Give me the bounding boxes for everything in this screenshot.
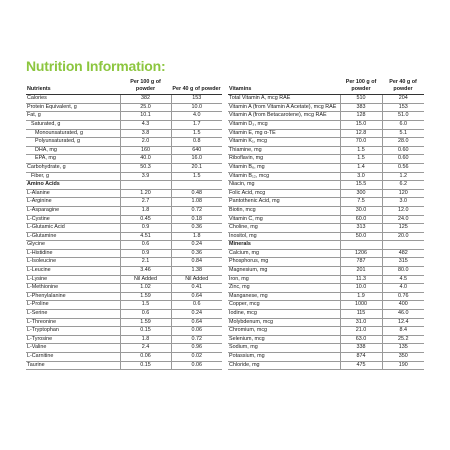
table-row <box>26 241 222 250</box>
per-40g-value: 0.06 <box>171 361 222 370</box>
per-40g-value: 24.0 <box>382 215 424 224</box>
table-row <box>26 310 222 319</box>
table-row <box>228 103 424 112</box>
nutrient-name: Monounsaturated, g <box>26 129 120 138</box>
nutrient-name: Polyunsaturated, g <box>26 138 120 147</box>
per-100g-value: 1.20 <box>120 189 171 198</box>
table-row <box>228 172 424 181</box>
table-row <box>26 172 222 181</box>
nutrient-name: Vitamin E, mg α-TE <box>228 129 340 138</box>
per-100g-value: 300 <box>340 189 382 198</box>
nutrient-name: Vitamin A (from Vitamin A Acetate), mcg RAE <box>228 103 340 112</box>
table-row <box>228 327 424 336</box>
per-40g-value: 125 <box>382 224 424 233</box>
table-row <box>228 318 424 327</box>
nutrient-name: L-Isoleucine <box>26 258 120 267</box>
nutrient-name: L-Lysine <box>26 275 120 284</box>
table-row <box>26 112 222 121</box>
nutrient-name: Glycine <box>26 241 120 250</box>
per-40g-value: 0.06 <box>171 327 222 336</box>
nutrient-name: L-Tyrosine <box>26 335 120 344</box>
per-100g-header: Per 100 g of powder <box>340 78 382 95</box>
per-100g-value: 2.1 <box>120 258 171 267</box>
per-40g-value: 153 <box>382 103 424 112</box>
nutrient-name: Chromium, mcg <box>228 327 340 336</box>
per-100g-value: 50.3 <box>120 163 171 172</box>
per-40g-value <box>171 181 222 190</box>
page-title: Nutrition Information: <box>26 58 166 74</box>
nutrient-name: Chloride, mg <box>228 361 340 370</box>
table-row <box>228 284 424 293</box>
per-100g-value: 10.0 <box>340 284 382 293</box>
table-row <box>228 138 424 147</box>
per-40g-value: 0.84 <box>171 258 222 267</box>
table-row <box>228 198 424 207</box>
nutrient-name: Molybdenum, mcg <box>228 318 340 327</box>
per-40g-value: 0.24 <box>171 310 222 319</box>
nutrient-name: Protein Equivalent, g <box>26 103 120 112</box>
per-100g-value: 7.5 <box>340 198 382 207</box>
nutrient-name: L-Glutamic Acid <box>26 224 120 233</box>
nutrient-name: Selenium, mcg <box>228 335 340 344</box>
per-40g-value: 1.8 <box>171 232 222 241</box>
per-40g-value: 640 <box>171 146 222 155</box>
per-100g-value: 0.6 <box>120 241 171 250</box>
table-row <box>228 146 424 155</box>
nutrient-name: Iron, mg <box>228 275 340 284</box>
table-row <box>228 129 424 138</box>
per-100g-value: 510 <box>340 95 382 104</box>
table-header-row <box>26 78 222 95</box>
per-100g-value: 2.0 <box>120 138 171 147</box>
section-label: Minerals <box>228 241 340 250</box>
nutrient-name: Taurine <box>26 361 120 370</box>
per-100g-value: 2.4 <box>120 344 171 353</box>
table-row <box>228 112 424 121</box>
per-40g-value: 315 <box>382 258 424 267</box>
per-100g-value: 0.45 <box>120 215 171 224</box>
per-40g-value: 0.36 <box>171 249 222 258</box>
per-40g-value: 0.48 <box>171 189 222 198</box>
vitamins-header: Vitamins <box>228 78 340 95</box>
per-100g-value: 1.4 <box>340 163 382 172</box>
nutrient-name: Calories <box>26 95 120 104</box>
nutrient-name: L-Cystine <box>26 215 120 224</box>
per-40g-value: 0.02 <box>171 353 222 362</box>
table-row <box>26 327 222 336</box>
nutrient-name: Magnesium, mg <box>228 267 340 276</box>
per-40g-value: 0.76 <box>382 292 424 301</box>
per-100g-value: 15.0 <box>340 120 382 129</box>
per-100g-value: 382 <box>120 95 171 104</box>
table-row <box>26 335 222 344</box>
table-row <box>228 120 424 129</box>
table-row <box>26 103 222 112</box>
per-100g-value: 1.59 <box>120 292 171 301</box>
per-100g-value: 11.3 <box>340 275 382 284</box>
per-100g-value: 383 <box>340 103 382 112</box>
per-40g-value: 46.0 <box>382 310 424 319</box>
per-100g-value: 25.0 <box>120 103 171 112</box>
table-row <box>228 310 424 319</box>
table-row <box>26 275 222 284</box>
per-40g-value: 0.64 <box>171 292 222 301</box>
per-100g-value: 3.46 <box>120 267 171 276</box>
table-row <box>26 258 222 267</box>
table-row <box>26 146 222 155</box>
per-40g-value: 350 <box>382 353 424 362</box>
per-40g-value: 12.0 <box>382 206 424 215</box>
per-40g-value: 28.0 <box>382 138 424 147</box>
table-row <box>26 232 222 241</box>
per-100g-value <box>120 181 171 190</box>
nutrient-name: Vitamin B₆, mg <box>228 163 340 172</box>
table-row <box>228 301 424 310</box>
nutrient-name: Niacin, mg <box>228 181 340 190</box>
table-row <box>228 163 424 172</box>
per-100g-value: 1000 <box>340 301 382 310</box>
table-row <box>26 301 222 310</box>
nutrient-name: L-Proline <box>26 301 120 310</box>
nutrient-name: L-Glutamine <box>26 232 120 241</box>
per-100g-value: 1.02 <box>120 284 171 293</box>
per-100g-value: 1.8 <box>120 335 171 344</box>
nutrient-name: Manganese, mg <box>228 292 340 301</box>
nutrient-name: L-Histidine <box>26 249 120 258</box>
table-row <box>26 249 222 258</box>
per-100g-value: 30.0 <box>340 206 382 215</box>
nutrient-name: L-Valine <box>26 344 120 353</box>
nutrient-name: Pantothenic Acid, mg <box>228 198 340 207</box>
per-40g-value: 0.24 <box>171 241 222 250</box>
per-40g-value: 10.0 <box>171 103 222 112</box>
table-row <box>228 215 424 224</box>
nutrient-name: Fiber, g <box>26 172 120 181</box>
per-100g-value: 1.5 <box>340 155 382 164</box>
nutrient-name: L-Arginine <box>26 198 120 207</box>
table-row <box>228 95 424 104</box>
per-100g-value: 0.06 <box>120 353 171 362</box>
per-100g-value: 0.6 <box>120 310 171 319</box>
per-100g-value: 1.59 <box>120 318 171 327</box>
section-header-row <box>26 181 222 190</box>
table-row <box>26 292 222 301</box>
nutrient-name: EPA, mg <box>26 155 120 164</box>
table-row <box>26 267 222 276</box>
per-100g-value: 4.3 <box>120 120 171 129</box>
per-100g-value: 3.0 <box>340 172 382 181</box>
per-40g-value: 12.4 <box>382 318 424 327</box>
nutrient-name: L-Threonine <box>26 318 120 327</box>
table-row <box>228 189 424 198</box>
per-40g-value: Nil Added <box>171 275 222 284</box>
nutrient-name: Potassium, mg <box>228 353 340 362</box>
per-100g-value: 0.15 <box>120 361 171 370</box>
per-40g-value: 0.56 <box>382 163 424 172</box>
table-row <box>26 163 222 172</box>
per-100g-value: 313 <box>340 224 382 233</box>
per-40g-value: 204 <box>382 95 424 104</box>
per-100g-value: 2.7 <box>120 198 171 207</box>
per-40g-value: 20.0 <box>382 232 424 241</box>
per-40g-value: 6.2 <box>382 181 424 190</box>
vitamins-minerals-table <box>228 78 424 370</box>
per-40g-value <box>382 241 424 250</box>
per-40g-value: 0.18 <box>171 215 222 224</box>
nutrient-name: Iodine, mcg <box>228 310 340 319</box>
per-40g-value: 0.36 <box>171 224 222 233</box>
per-40g-value: 0.60 <box>382 155 424 164</box>
per-100g-value: 475 <box>340 361 382 370</box>
per-40g-value: 153 <box>171 95 222 104</box>
per-100g-value: 128 <box>340 112 382 121</box>
per-40g-value: 51.0 <box>382 112 424 121</box>
nutrients-table <box>26 78 222 370</box>
per-100g-value: 40.0 <box>120 155 171 164</box>
nutrient-name: L-Leucine <box>26 267 120 276</box>
nutrient-name: DHA, mg <box>26 146 120 155</box>
table-row <box>228 224 424 233</box>
table-row <box>228 275 424 284</box>
nutrient-name: Vitamin D₃, mcg <box>228 120 340 129</box>
table-row <box>228 206 424 215</box>
per-100g-value: 63.0 <box>340 335 382 344</box>
table-row <box>26 198 222 207</box>
nutrient-name: L-Methionine <box>26 284 120 293</box>
per-40g-value: 16.0 <box>171 155 222 164</box>
per-40g-value: 482 <box>382 249 424 258</box>
per-40g-value: 8.4 <box>382 327 424 336</box>
nutrient-name: Choline, mg <box>228 224 340 233</box>
per-100g-value: 160 <box>120 146 171 155</box>
per-100g-value: 21.0 <box>340 327 382 336</box>
table-row <box>228 232 424 241</box>
per-40g-value: 80.0 <box>382 267 424 276</box>
nutrient-name: Fat, g <box>26 112 120 121</box>
nutrient-name: Riboflavin, mg <box>228 155 340 164</box>
table-row <box>26 189 222 198</box>
per-100g-value: 0.15 <box>120 327 171 336</box>
table-row <box>26 206 222 215</box>
per-40g-value: 1.5 <box>171 129 222 138</box>
nutrient-name: Total Vitamin A, mcg RAE <box>228 95 340 104</box>
nutrient-name: Carbohydrate, g <box>26 163 120 172</box>
per-40g-value: 1.38 <box>171 267 222 276</box>
table-row <box>26 353 222 362</box>
per-40g-value: 135 <box>382 344 424 353</box>
table-row <box>26 129 222 138</box>
per-40g-value: 0.8 <box>171 138 222 147</box>
per-40g-value: 20.1 <box>171 163 222 172</box>
per-100g-value: 1.5 <box>120 301 171 310</box>
per-100g-value: 31.0 <box>340 318 382 327</box>
table-row <box>228 267 424 276</box>
per-100g-value: 12.8 <box>340 129 382 138</box>
per-40g-value: 4.0 <box>382 284 424 293</box>
per-40g-value: 0.41 <box>171 284 222 293</box>
per-100g-value: 15.5 <box>340 181 382 190</box>
table-row <box>228 258 424 267</box>
table-row <box>26 155 222 164</box>
per-100g-value: 70.0 <box>340 138 382 147</box>
nutrient-name: L-Carnitine <box>26 353 120 362</box>
per-100g-value: 10.1 <box>120 112 171 121</box>
table-header-row <box>228 78 424 95</box>
nutrient-name: Zinc, mg <box>228 284 340 293</box>
table-row <box>228 344 424 353</box>
per-100g-value: 1.9 <box>340 292 382 301</box>
table-row <box>228 335 424 344</box>
per-100g-value: 50.0 <box>340 232 382 241</box>
nutrient-name: Thiamine, mg <box>228 146 340 155</box>
section-header-row <box>228 241 424 250</box>
per-100g-value: 115 <box>340 310 382 319</box>
per-40g-value: 1.08 <box>171 198 222 207</box>
per-100g-value: 3.8 <box>120 129 171 138</box>
per-40g-value: 1.5 <box>171 172 222 181</box>
per-40g-value: 0.96 <box>171 344 222 353</box>
per-40g-value: 1.7 <box>171 120 222 129</box>
per-40g-value: 0.6 <box>171 301 222 310</box>
per-100g-value: 338 <box>340 344 382 353</box>
nutrient-name: Vitamin B₁₂, mcg <box>228 172 340 181</box>
table-row <box>26 318 222 327</box>
table-row <box>26 284 222 293</box>
nutrient-name: Copper, mcg <box>228 301 340 310</box>
nutrient-name: Vitamin K₁, mcg <box>228 138 340 147</box>
per-40g-value: 1.2 <box>382 172 424 181</box>
nutrient-name: Saturated, g <box>26 120 120 129</box>
table-row <box>228 361 424 370</box>
nutrient-name: Sodium, mg <box>228 344 340 353</box>
table-row <box>228 353 424 362</box>
per-40g-value: 3.0 <box>382 198 424 207</box>
nutrient-name: Biotin, mcg <box>228 206 340 215</box>
nutrient-name: L-Alanine <box>26 189 120 198</box>
per-100g-value: 1.8 <box>120 206 171 215</box>
per-40g-value: 0.72 <box>171 206 222 215</box>
per-100g-value <box>340 241 382 250</box>
nutrient-name: L-Asparagine <box>26 206 120 215</box>
nutrient-name: L-Phenylalanine <box>26 292 120 301</box>
nutrient-name: L-Tryptophan <box>26 327 120 336</box>
table-row <box>26 95 222 104</box>
per-40g-value: 4.5 <box>382 275 424 284</box>
nutrient-name: Phosphorus, mg <box>228 258 340 267</box>
per-40g-header: Per 40 g of powder <box>382 78 424 95</box>
nutrients-header: Nutrients <box>26 78 120 95</box>
table-row <box>26 224 222 233</box>
nutrient-name: Inositol, mg <box>228 232 340 241</box>
per-100g-value: 874 <box>340 353 382 362</box>
per-40g-header: Per 40 g of powder <box>171 78 222 95</box>
per-100g-value: 787 <box>340 258 382 267</box>
table-row <box>228 292 424 301</box>
nutrient-name: Calcium, mg <box>228 249 340 258</box>
per-40g-value: 0.60 <box>382 146 424 155</box>
per-40g-value: 0.64 <box>171 318 222 327</box>
per-100g-value: 0.9 <box>120 249 171 258</box>
section-label: Amino Acids <box>26 181 120 190</box>
per-100g-value: 60.0 <box>340 215 382 224</box>
per-40g-value: 5.1 <box>382 129 424 138</box>
nutrient-name: Folic Acid, mcg <box>228 189 340 198</box>
per-100g-value: 4.51 <box>120 232 171 241</box>
per-100g-value: Nil Added <box>120 275 171 284</box>
per-40g-value: 0.72 <box>171 335 222 344</box>
table-row <box>26 344 222 353</box>
table-row <box>26 120 222 129</box>
nutrient-name: Vitamin A (from Betacarotene), mcg RAE <box>228 112 340 121</box>
per-100g-value: 3.9 <box>120 172 171 181</box>
nutrient-name: Vitamin C, mg <box>228 215 340 224</box>
table-row <box>228 155 424 164</box>
per-100g-value: 1.5 <box>340 146 382 155</box>
per-40g-value: 120 <box>382 189 424 198</box>
table-row <box>228 249 424 258</box>
per-40g-value: 400 <box>382 301 424 310</box>
per-40g-value: 4.0 <box>171 112 222 121</box>
table-row <box>26 138 222 147</box>
per-100g-value: 0.9 <box>120 224 171 233</box>
per-40g-value: 25.2 <box>382 335 424 344</box>
per-100g-value: 1206 <box>340 249 382 258</box>
nutrient-name: L-Serine <box>26 310 120 319</box>
per-100g-value: 201 <box>340 267 382 276</box>
per-40g-value: 6.0 <box>382 120 424 129</box>
per-100g-header: Per 100 g of powder <box>120 78 171 95</box>
table-row <box>26 361 222 370</box>
per-40g-value: 190 <box>382 361 424 370</box>
table-row <box>26 215 222 224</box>
table-row <box>228 181 424 190</box>
